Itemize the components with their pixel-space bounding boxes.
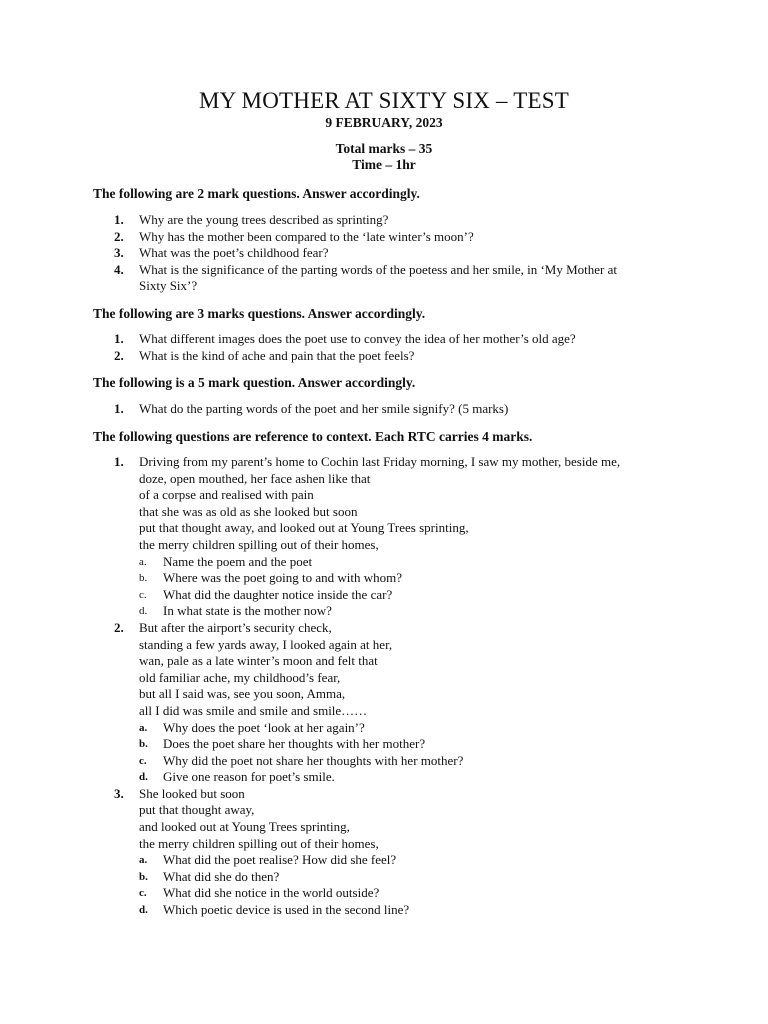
sub-question-text: What did she notice in the world outside? [163,885,380,901]
question-number: 3. [114,245,124,261]
question-number: 4. [114,261,124,277]
question-text-line: What was the poet’s childhood fear? [139,245,329,261]
sub-question-text: What did the daughter notice inside the car? [163,586,393,602]
sub-question-text: What did she do then? [163,868,280,884]
question-text-line: wan, pale as a late winter’s moon and felt that [139,653,378,669]
question-number: 3. [114,785,124,801]
sub-question-letter: b. [139,572,148,585]
sub-question-letter: a. [139,555,147,568]
sub-question-text: Which poetic device is used in the second line? [163,902,410,918]
sub-question-letter: d. [139,605,148,618]
sub-question-letter: b. [139,738,148,751]
question-number: 1. [114,454,124,469]
question-text-line: Why has the mother been compared to the ‘late winter’s moon’? [139,228,474,244]
sub-question-letter: a. [139,854,148,867]
sub-question-text: Why did the poet not share her thoughts with her mother? [163,752,464,768]
sub-question-list [139,852,713,918]
question-list-rtc [93,454,713,919]
question-item [93,401,713,418]
sub-question-item [139,587,713,604]
question-text-line: and looked out at Young Trees sprinting, [139,819,350,835]
sub-question-text: What did the poet realise? How did she feel? [163,852,397,868]
sub-question-text: Why does the poet ‘look at her again’? [163,719,365,735]
question-item [93,262,713,295]
question-item [93,454,713,620]
question-number: 2. [114,228,124,244]
question-number: 1. [114,212,124,227]
sub-question-list [139,720,713,786]
sub-question-text: Give one reason for poet’s smile. [163,769,335,785]
sub-question-text: Name the poem and the poet [163,553,313,569]
sub-question-letter: d. [139,771,148,784]
question-text-line: put that thought away, [139,802,255,818]
sub-question-item [139,902,713,919]
time-allowed: Time – 1hr [352,157,416,172]
sub-question-letter: c. [139,887,147,900]
sub-question-item [139,869,713,886]
question-item [93,348,713,365]
question-text-line: the merry children spilling out of their homes, [139,835,379,851]
question-list-5-marks [93,401,713,418]
sub-question-item [139,554,713,571]
question-text-line: the merry children spilling out of their homes, [139,536,379,552]
question-item [93,331,713,348]
question-number: 2. [114,619,124,635]
question-item [93,212,713,229]
sub-question-item [139,570,713,587]
sub-question-letter: c. [139,754,147,767]
sub-question-letter: c. [139,588,147,601]
question-text-line: but all I said was, see you soon, Amma, [139,686,346,702]
sub-question-item [139,603,713,620]
sub-question-letter: d. [139,904,148,917]
test-date: 9 FEBRUARY, 2023 [325,115,443,130]
sub-question-text: Does the poet share her thoughts with her mother? [163,736,426,752]
question-text-line: of a corpse and realised with pain [139,487,314,503]
section-heading-5-marks: The following is a 5 mark question. Answer accordingly. [93,375,416,390]
total-marks: Total marks – 35 [335,141,433,156]
section-heading-3-marks: The following are 3 marks questions. Answer accordingly. [93,306,426,321]
question-text-line: that she was as old as she looked but soon [139,503,358,519]
question-text-line: Sixty Six’? [139,278,198,294]
document-title: MY MOTHER AT SIXTY SIX – TEST [199,88,569,113]
sub-question-letter: b. [139,870,148,883]
sub-question-text: In what state is the mother now? [163,603,332,619]
question-text-line: What do the parting words of the poet and her smile signify? (5 marks) [139,401,509,416]
question-text-line: What different images does the poet use to convey the idea of her mother’s old age? [139,331,576,346]
question-text-line: put that thought away, and looked out at Young Trees sprinting, [139,520,469,536]
question-text-line: What is the significance of the parting words of the poetess and her smile, in ‘My Mother at [139,261,617,277]
question-item [93,786,713,919]
sub-question-text: Where was the poet going to and with whom? [163,570,402,586]
sub-question-item [139,736,713,753]
sub-question-item [139,852,713,869]
question-text-line: She looked but soon [139,785,245,801]
question-item [93,229,713,246]
question-list-2-marks [93,212,713,295]
sub-question-item [139,720,713,737]
question-text-line: standing a few yards away, I looked again at her, [139,636,393,652]
question-text-line: Why are the young trees described as sprinting? [139,212,389,227]
sub-question-item [139,769,713,786]
question-item [93,620,713,786]
question-text-line: doze, open mouthed, her face ashen like that [139,470,371,486]
question-number: 1. [114,331,124,346]
sub-question-letter: a. [139,721,148,734]
section-heading-2-marks: The following are 2 mark questions. Answer accordingly. [93,186,420,201]
question-list-3-marks [93,331,713,364]
question-text-line: Driving from my parent’s home to Cochin last Friday morning, I saw my mother, beside me, [139,454,621,469]
question-item [93,245,713,262]
sub-question-list [139,554,713,620]
question-text-line: What is the kind of ache and pain that the poet feels? [139,347,415,363]
question-text-line: all I did was smile and smile and smile…… [139,702,368,718]
question-number: 2. [114,347,124,363]
sub-question-item [139,753,713,770]
sub-question-item [139,885,713,902]
question-text-line: old familiar ache, my childhood’s fear, [139,669,341,685]
question-text-line: But after the airport’s security check, [139,619,332,635]
section-heading-rtc: The following questions are reference to context. Each RTC carries 4 marks. [93,429,533,444]
question-number: 1. [114,401,124,416]
